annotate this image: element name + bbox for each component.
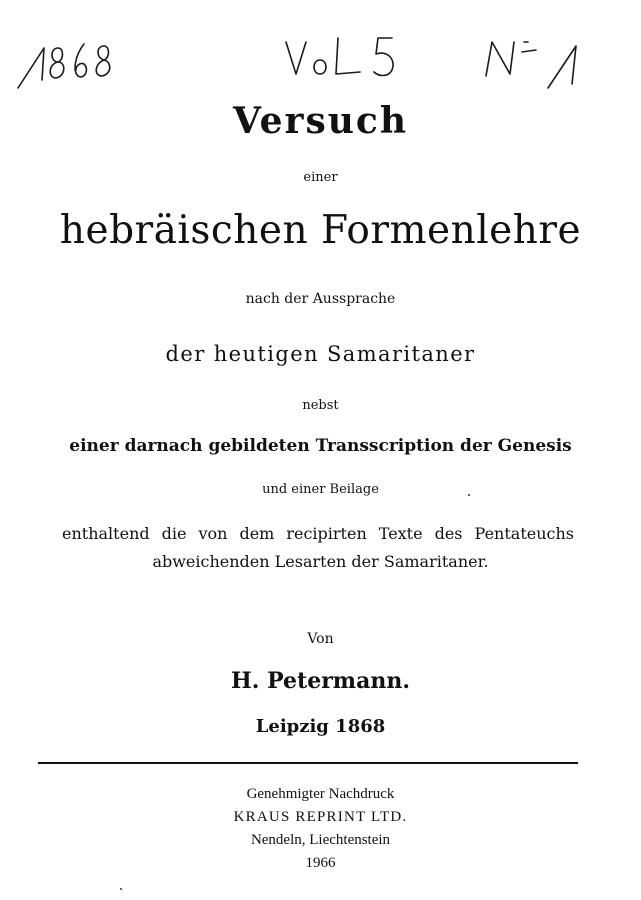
handwritten-year: [18, 44, 110, 88]
imprint-place-year: Leipzig 1868: [255, 716, 386, 737]
handwritten-volume: [286, 38, 393, 76]
subtitle-line: abweichenden Lesarten der Samaritaner.: [152, 552, 489, 571]
connector-text: und einer Beilage: [262, 482, 379, 497]
byline-label: Von: [307, 631, 334, 647]
reprint-location: Nendeln, Liechtenstein: [250, 832, 391, 848]
connector-text: einer: [303, 170, 338, 185]
handwritten-annotations: [0, 18, 641, 108]
handwritten-number: [486, 42, 576, 88]
divider: [38, 762, 578, 764]
scan-speck: [468, 494, 470, 496]
subtitle-line: enthaltend die von dem recipirten Texte des Pentateuchs: [62, 524, 574, 543]
reprint-year: 1966: [305, 855, 336, 871]
connector-text: nebst: [302, 398, 339, 413]
scan-speck: [120, 888, 122, 890]
book-title: Versuch: [232, 100, 409, 142]
subtitle-line: einer darnach gebildeten Transscription der Genesis: [69, 436, 572, 456]
subtitle-line: nach der Aussprache: [245, 291, 396, 307]
reprint-publisher: KRAUS REPRINT LTD.: [233, 809, 408, 825]
author-name: H. Petermann.: [231, 668, 410, 694]
reprint-notice: Genehmigter Nachdruck: [246, 786, 395, 802]
subtitle-line: der heutigen Samaritaner: [165, 342, 476, 366]
book-subtitle: hebräischen Formenlehre: [59, 208, 582, 253]
